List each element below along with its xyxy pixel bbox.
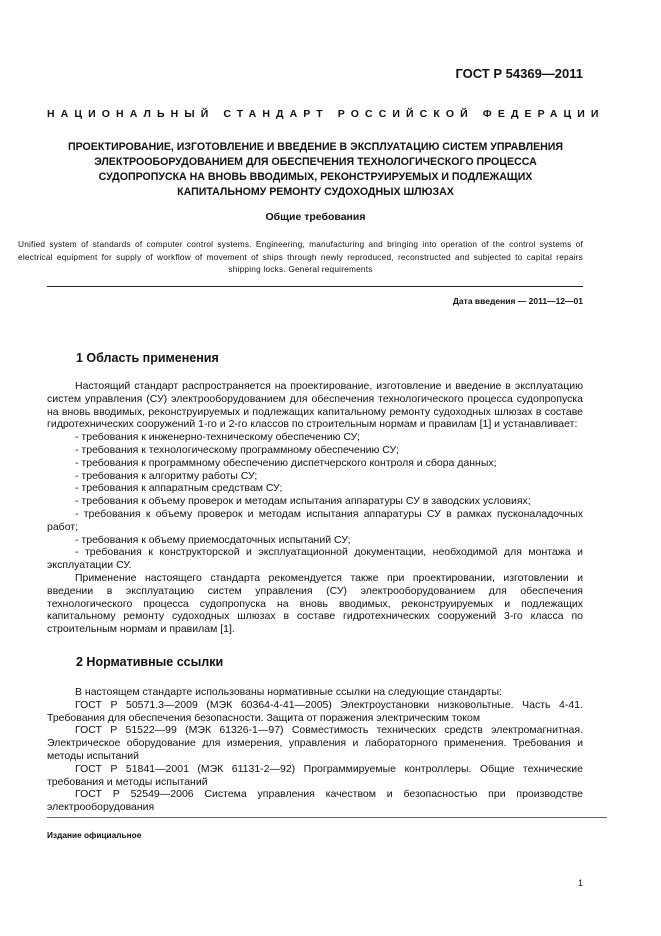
english-title: Unified system of standards of computer control systems. Engineering, manufacturing and bringing into operation of the control systems of electrical equipment for supply of workflow of movement of ships through newly reproduced, reconstructed and subjected to capital repairs shipping locks. General requirements (18, 239, 583, 274)
list-item: - требования к инженерно-техническому обеспечению СУ; (75, 431, 361, 444)
document-title (40, 140, 591, 200)
title-line: ЭЛЕКТРООБОРУДОВАНИЕМ ДЛЯ ОБЕСПЕЧЕНИЯ ТЕХНОЛОГИЧЕСКОГО ПРОЦЕССА (94, 156, 537, 168)
reference-item: ГОСТ Р 52549—2006 Система управления качеством и безопасностью при производстве электрооборудования (47, 788, 583, 814)
title-line: СУДОПРОПУСКА НА ВНОВЬ ВВОДИМЫХ, РЕКОНСТРУИРУЕМЫХ И ПОДЛЕЖАЩИХ (98, 171, 533, 183)
paragraph: Настоящий стандарт распространяется на проектирование, изготовление и введение в эксплуатацию систем управления (СУ) электрооборудованием для обеспечения технологического процесса судопропуска на вновь вводимых, реконструируемых и подлежащих капитальному ремонту судоходных шлюзах в составе гидротехнических сооружений 1-го и 2-го классов по строительным нормам и правилам [1] и устанавливает: (47, 380, 583, 431)
list-item: - требования к объему проверок и методам испытания аппаратуры СУ в рамках пусконаладочных работ; (47, 507, 583, 533)
list-item: - требования к программному обеспечению диспетчерского контроля и сбора данных; (75, 456, 497, 469)
list-item: - требования к конструкторской и эксплуатационной документации, необходимой для монтажа и эксплуатации СУ. (47, 546, 583, 572)
section-1-heading: 1 Область применения (76, 351, 219, 365)
list-item: - требования к технологическому программному обеспечению СУ; (75, 443, 399, 456)
list-item: - требования к объему приемосдаточных испытаний СУ; (75, 533, 351, 546)
document-number: ГОСТ Р 54369—2011 (455, 66, 583, 81)
paragraph: В настоящем стандарте использованы нормативные ссылки на следующие стандарты: (75, 686, 502, 698)
reference-item: ГОСТ Р 51841—2001 (МЭК 61131-2—92) Программируемые контроллеры. Общие технические требования и методы испытаний (47, 762, 583, 788)
section-2-heading: 2 Нормативные ссылки (76, 655, 224, 669)
paragraph: Применение настоящего стандарта рекомендуется также при проектировании, изготовлении и введении в эксплуатацию систем управления (СУ) электрооборудованием для обеспечения технологического процесса судопропуска на вновь вводимых, реконструируемых и подлежащих капитальному ремонту судоходных шлюзах в составе гидротехнических сооружений 3-го класса по строительным нормам и правилам [1]. (47, 571, 583, 636)
header-divider (47, 286, 583, 287)
introduction-date: Дата введения — 2011—12—01 (452, 296, 583, 306)
national-standard-banner: НАЦИОНАЛЬНЫЙ СТАНДАРТ РОССИЙСКОЙ ФЕДЕРАЦИИ (47, 108, 605, 120)
page-number: 1 (577, 878, 583, 888)
edition-note: Издание официальное (47, 830, 142, 840)
reference-item: ГОСТ Р 51522—99 (МЭК 61326-1—97) Совместимость технических средств электромагнитная. Электрическое оборудование для измерения, управления и лабораторного применения. Требования и методы испытаний (47, 724, 583, 762)
list-item: - требования к алгоритму работы СУ; (75, 469, 258, 482)
section-2-body (47, 686, 583, 814)
list-item: - требования к объему проверок и методам испытания аппаратуры СУ в заводских условиях; (75, 495, 531, 508)
list-item: - требования к аппаратным средствам СУ; (75, 482, 283, 495)
footer-divider (47, 817, 607, 818)
title-line: КАПИТАЛЬНОМУ РЕМОНТУ СУДОХОДНЫХ ШЛЮЗАХ (177, 186, 454, 198)
document-subtitle: Общие требования (265, 211, 366, 223)
reference-item: ГОСТ Р 50571.3—2009 (МЭК 60364-4-41—2005) Электроустановки низковольтные. Часть 4-41. Требования для обеспечения безопасности. Защита от поражения электрическим током (47, 698, 583, 724)
title-line: ПРОЕКТИРОВАНИЕ, ИЗГОТОВЛЕНИЕ И ВВЕДЕНИЕ В ЭКСПЛУАТАЦИЮ СИСТЕМ УПРАВЛЕНИЯ (67, 141, 564, 153)
section-1-body (47, 380, 583, 636)
